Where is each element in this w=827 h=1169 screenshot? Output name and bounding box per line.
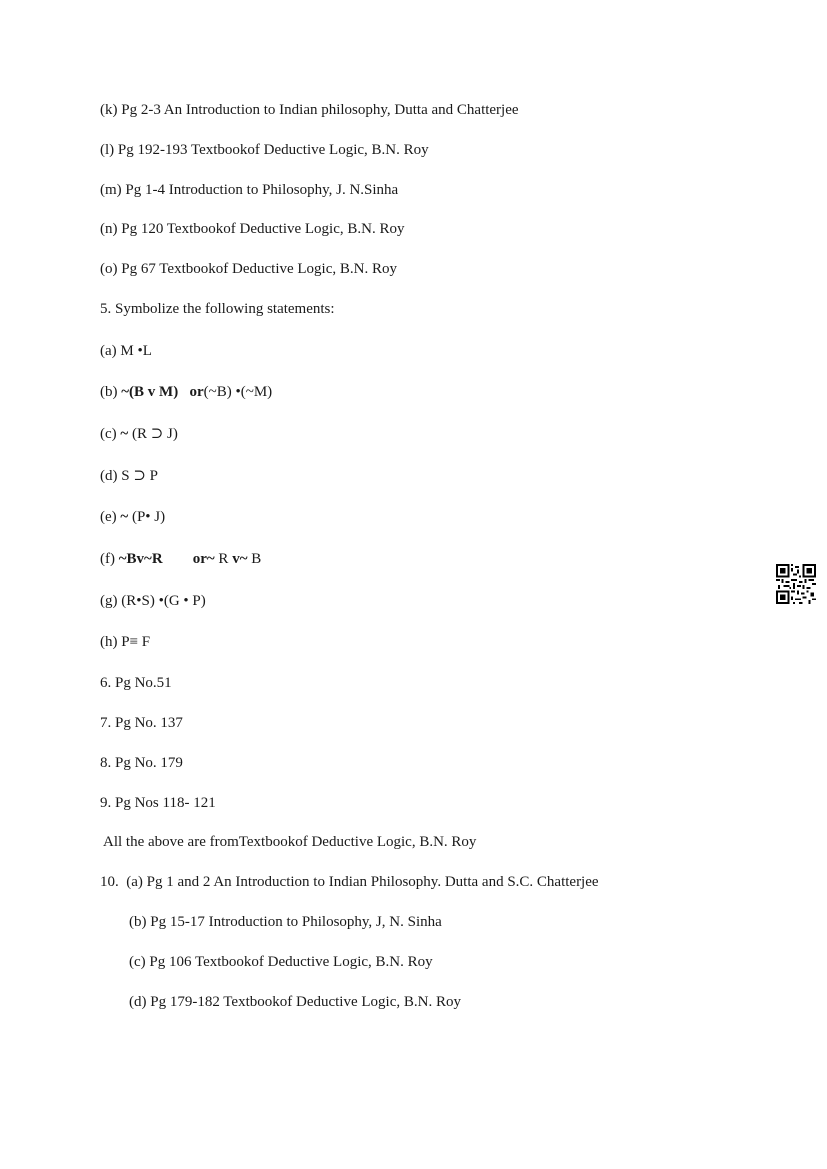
q5-item-e: (e) ~ (P• J) xyxy=(100,509,166,525)
answer-9: 9. Pg Nos 118- 121 xyxy=(100,795,216,811)
reference-k: (k) Pg 2-3 An Introduction to Indian philosophy, Dutta and Chatterjee xyxy=(100,102,519,118)
source-note: All the above are fromTextbookof Deductive Logic, B.N. Roy xyxy=(103,834,477,850)
answer-8: 8. Pg No. 179 xyxy=(100,755,183,771)
q10-item-d: (d) Pg 179-182 Textbookof Deductive Logic, B.N. Roy xyxy=(129,994,461,1010)
q5-item-a: (a) M •L xyxy=(100,343,152,359)
q5-item-b: (b) ~(B v M) or(~B) •(~M) xyxy=(100,384,273,400)
q5-item-g: (g) (R•S) •(G • P) xyxy=(100,593,206,609)
qr-code-icon xyxy=(776,564,816,604)
question-5-heading: 5. Symbolize the following statements: xyxy=(100,301,335,317)
q10-item-c: (c) Pg 106 Textbookof Deductive Logic, B.N. Roy xyxy=(129,954,433,970)
q5-item-f: (f) ~Bv~R or~ R v~ B xyxy=(100,551,262,567)
reference-m: (m) Pg 1-4 Introduction to Philosophy, J. N.Sinha xyxy=(100,182,399,198)
q5-item-d: (d) S ⊃ P xyxy=(100,468,158,484)
q5-item-c: (c) ~ (R ⊃ J) xyxy=(100,426,178,442)
q5-item-h: (h) P≡ F xyxy=(100,634,151,650)
reference-n: (n) Pg 120 Textbookof Deductive Logic, B.N. Roy xyxy=(100,221,405,237)
reference-l: (l) Pg 192-193 Textbookof Deductive Logic, B.N. Roy xyxy=(100,142,429,158)
answer-7: 7. Pg No. 137 xyxy=(100,715,183,731)
q10-item-a: 10. (a) Pg 1 and 2 An Introduction to Indian Philosophy. Dutta and S.C. Chatterjee xyxy=(100,874,599,890)
answer-6: 6. Pg No.51 xyxy=(100,675,172,691)
reference-o: (o) Pg 67 Textbookof Deductive Logic, B.N. Roy xyxy=(100,261,397,277)
q10-item-b: (b) Pg 15-17 Introduction to Philosophy, J, N. Sinha xyxy=(129,914,442,930)
